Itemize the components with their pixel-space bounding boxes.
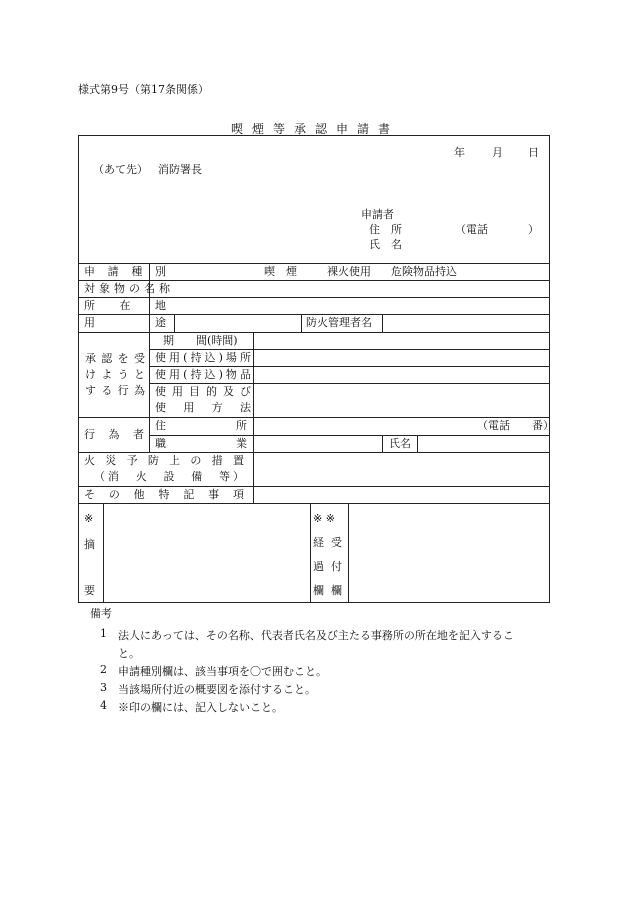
notes-heading: 備考 bbox=[90, 607, 112, 620]
application-type-label: 申 請 種 別 bbox=[84, 265, 166, 278]
actor-phone-label: （電話 番） bbox=[477, 419, 554, 432]
progress-col-char-2: 過 bbox=[313, 560, 324, 573]
addressee-label: 消防署長 bbox=[158, 163, 202, 176]
type-smoking: 喫 煙 bbox=[264, 265, 297, 278]
actor-label: 行 為 者 bbox=[84, 428, 144, 441]
summary-char-1: 摘 bbox=[84, 538, 95, 551]
fire-prevention-label-2: （消 火 設 備 等） bbox=[94, 470, 244, 483]
note-text: ※印の欄には、記入しないこと。 bbox=[118, 701, 283, 714]
approved-act-label-1: 承認を受 bbox=[85, 352, 145, 365]
other-notes-label: そ の 他 特 記 事 項 bbox=[84, 488, 244, 501]
actor-occupation-label: 職 業 bbox=[155, 437, 247, 450]
summary-char-2: 要 bbox=[84, 584, 95, 597]
fire-manager-label: 防火管理者名 bbox=[306, 316, 372, 329]
period-label: 期 間(時間) bbox=[163, 334, 238, 347]
progress-col-char-1: 経 bbox=[313, 536, 324, 549]
month-label: 月 bbox=[492, 146, 503, 159]
actor-name-label: 氏名 bbox=[389, 437, 411, 450]
purpose-label-1: 使用目的及び bbox=[155, 385, 251, 398]
type-hazardous-items: 危険物品持込 bbox=[391, 265, 457, 278]
applicant-phone-label: （電話 bbox=[455, 223, 488, 236]
location-label: 所 在 地 bbox=[84, 299, 166, 312]
summary-mark: ※ bbox=[84, 512, 94, 525]
use-item-label: 使用(持込)物品 bbox=[155, 368, 251, 381]
approved-act-label-2: けようと bbox=[85, 368, 145, 381]
note-text: 申請種別欄は、該当事項を〇で囲むこと。 bbox=[118, 665, 327, 678]
progress-col-char-3: 欄 bbox=[313, 584, 324, 597]
fire-prevention-label-1: 火災予防上の措置 bbox=[84, 454, 244, 467]
office-mark-pair: ※ ※ bbox=[313, 512, 335, 525]
applicant-phone-close: ） bbox=[528, 223, 539, 236]
note-number: 1 bbox=[100, 627, 107, 640]
reception-col-char-1: 受 bbox=[331, 536, 342, 549]
application-form-table bbox=[78, 135, 554, 603]
object-name-label: 対象物の名称 bbox=[84, 282, 170, 295]
note-number: 3 bbox=[100, 681, 107, 694]
approved-act-label-3: する行為 bbox=[85, 384, 145, 397]
purpose-label-2: 使 用 方 法 bbox=[155, 401, 251, 414]
use-label: 用 途 bbox=[84, 316, 166, 329]
addressee-prefix: （あて先） bbox=[93, 163, 148, 176]
applicant-label: 申請者 bbox=[361, 208, 394, 221]
note-number: 2 bbox=[100, 663, 107, 676]
actor-address-label: 住 所 bbox=[155, 419, 247, 432]
note-text: と。 bbox=[118, 647, 140, 660]
year-label: 年 bbox=[454, 146, 465, 159]
applicant-address-label: 住 所 bbox=[369, 223, 402, 236]
note-text: 当該場所付近の概要図を添付すること。 bbox=[118, 683, 316, 696]
applicant-name-label: 氏 名 bbox=[369, 238, 402, 251]
form-number: 様式第9号（第17条関係） bbox=[78, 83, 209, 96]
day-label: 日 bbox=[528, 146, 539, 159]
reception-col-char-3: 欄 bbox=[331, 584, 342, 597]
reception-col-char-2: 付 bbox=[331, 560, 342, 573]
form-title: 喫煙等承認申請書 bbox=[230, 122, 399, 136]
note-text: 法人にあっては、その名称、代表者氏名及び主たる事務所の所在地を記入するこ bbox=[118, 629, 514, 642]
type-open-fire: 裸火使用 bbox=[327, 265, 371, 278]
use-place-label: 使用(持込)場所 bbox=[155, 351, 251, 364]
note-number: 4 bbox=[100, 699, 107, 712]
